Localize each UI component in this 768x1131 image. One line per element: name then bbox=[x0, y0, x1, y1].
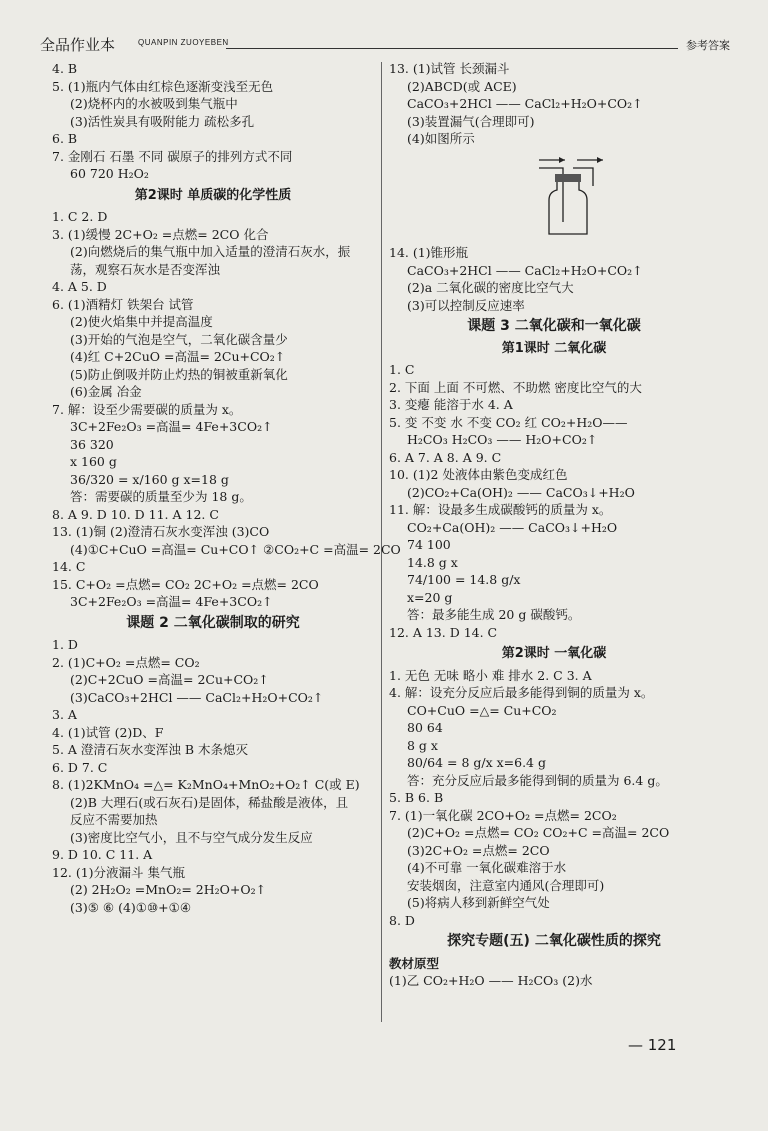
answer-line: 8. A 9. D 10. D 11. A 12. C bbox=[52, 506, 219, 522]
answer-line: (2) 2H₂O₂ =MnO₂= 2H₂O+O₂↑ bbox=[70, 882, 267, 897]
answers-title: 参考答案 bbox=[686, 39, 730, 52]
answer-line: (3)活性炭具有吸附能力 疏松多孔 bbox=[70, 113, 255, 129]
answer-line: (2)ABCD(或 ACE) bbox=[407, 78, 517, 94]
answer-line: 60 720 H₂O₂ bbox=[70, 166, 149, 181]
answer-line: (3)CaCO₃+2HCl —— CaCl₂+H₂O+CO₂↑ bbox=[70, 689, 324, 705]
answer-line: 1. C bbox=[389, 362, 415, 377]
answer-line: 8. (1)2KMnO₄ =△= K₂MnO₄+MnO₂+O₂↑ C(或 E) bbox=[52, 777, 360, 792]
answer-line: 5. (1)瓶内气体由红棕色逐渐变浅至无色 bbox=[52, 78, 274, 94]
answer-line: 80/64 = 8 g/x x=6.4 g bbox=[407, 755, 546, 770]
answer-line: 3C+2Fe₂O₃ =高温= 4Fe+3CO₂↑ bbox=[70, 419, 273, 434]
answer-line: x=20 g bbox=[407, 589, 453, 605]
answer-line: CaCO₃+2HCl —— CaCl₂+H₂O+CO₂↑ bbox=[407, 262, 643, 278]
answer-line: (2)CO₂+Ca(OH)₂ —— CaCO₃↓+H₂O bbox=[407, 484, 635, 500]
answer-line: (4)如图所示 bbox=[407, 131, 475, 146]
answer-line: 3. (1)缓慢 2C+O₂ =点燃= 2CO 化合 bbox=[52, 226, 269, 242]
answer-line: 3. 变瘪 能溶于水 4. A bbox=[389, 397, 513, 412]
header-rule bbox=[226, 48, 678, 49]
answer-line: 36/320 = x/160 g x=18 g bbox=[70, 471, 229, 487]
answer-line: 5. A 澄清石灰水变浑浊 B 木条熄灭 bbox=[52, 742, 249, 757]
answer-line: 6. D 7. C bbox=[52, 759, 108, 775]
answer-line: 8. D bbox=[389, 912, 415, 928]
answer-line: CaCO₃+2HCl —— CaCl₂+H₂O+CO₂↑ bbox=[407, 96, 643, 111]
answer-line: 13. (1)铜 (2)澄清石灰水变浑浊 (3)CO bbox=[52, 524, 270, 539]
right-column bbox=[389, 60, 719, 990]
answer-line: 4. 解：设充分反应后最多能得到铜的质量为 x。 bbox=[389, 685, 654, 700]
answer-line: 74 100 bbox=[407, 537, 451, 552]
answer-line: 6. A 7. A 8. A 9. C bbox=[389, 449, 502, 465]
answer-line: 5. B 6. B bbox=[389, 790, 444, 805]
answer-line: (4)红 C+2CuO =高温= 2Cu+CO₂↑ bbox=[70, 349, 286, 364]
section-heading: 第2课时 一氧化碳 bbox=[501, 646, 607, 661]
answer-line: 6. B bbox=[52, 131, 78, 146]
answer-line: 13. (1)试管 长颈漏斗 bbox=[389, 61, 510, 76]
answer-line: 5. 变 不变 水 不变 CO₂ 红 CO₂+H₂O—— bbox=[389, 414, 628, 430]
answer-line: (3)可以控制反应速率 bbox=[407, 297, 525, 313]
section-heading: 课题 3 二氧化碳和一氧化碳 bbox=[467, 318, 641, 334]
answer-line: 答：最多能生成 20 g 碳酸钙。 bbox=[407, 607, 581, 622]
answer-line: (6)金属 冶金 bbox=[70, 384, 142, 399]
answer-line: 1. 无色 无味 略小 难 排水 2. C 3. A bbox=[389, 667, 592, 683]
section-heading: 课题 2 二氧化碳制取的研究 bbox=[126, 614, 300, 631]
answer-line: 2. (1)C+O₂ =点燃= CO₂ bbox=[52, 654, 200, 670]
answer-line: 安装烟囱，注意室内通风(合理即可) bbox=[407, 877, 605, 893]
answer-line: (4)不可靠 一氧化碳难溶于水 bbox=[407, 860, 567, 875]
answer-line: 4. B bbox=[52, 61, 78, 76]
answer-line: 反应不需要加热 bbox=[70, 812, 158, 827]
answer-line: (3)⑤ ⑥ (4)①⑩+①④ bbox=[70, 899, 192, 915]
answer-line: 14.8 g x bbox=[407, 554, 458, 570]
brand-pinyin: QUANPIN ZUOYEBEN bbox=[138, 38, 229, 47]
answer-line: 6. (1)酒精灯 铁架台 试管 bbox=[52, 296, 194, 312]
subsection-heading: 教材原型 bbox=[389, 955, 440, 971]
answer-line: (3)装置漏气(合理即可) bbox=[407, 113, 535, 129]
answer-line: 12. A 13. D 14. C bbox=[389, 624, 498, 640]
left-column bbox=[52, 60, 401, 916]
answer-line: 8 g x bbox=[407, 737, 438, 753]
answer-line: 2. 下面 上面 不可燃、不助燃 密度比空气的大 bbox=[389, 379, 642, 395]
section-heading: 第1课时 二氧化碳 bbox=[501, 340, 607, 356]
answer-line: 荡，观察石灰水是否变浑浊 bbox=[70, 261, 221, 277]
answer-line: 3C+2Fe₂O₃ =高温= 4Fe+3CO₂↑ bbox=[70, 594, 273, 609]
page-number: — 121 bbox=[628, 1036, 677, 1054]
answer-line: CO₂+Ca(OH)₂ —— CaCO₃↓+H₂O bbox=[407, 519, 618, 535]
answer-line: 3. A bbox=[52, 707, 77, 722]
answer-line: (2)B 大理石(或石灰石)是固体，稀盐酸是液体，且 bbox=[70, 794, 349, 810]
answer-line: (3)密度比空气小，且不与空气成分发生反应 bbox=[70, 829, 313, 845]
answer-line: 答：充分反应后最多能得到铜的质量为 6.4 g。 bbox=[407, 772, 668, 788]
answer-line: (5)将病人移到新鲜空气处 bbox=[407, 895, 550, 910]
answer-line: 36 320 bbox=[70, 436, 114, 452]
answer-line: (3)2C+O₂ =点燃= 2CO bbox=[407, 842, 550, 858]
gas-bottle-diagram bbox=[537, 152, 719, 243]
answer-line: 10. (1)2 处液体由紫色变成红色 bbox=[389, 467, 568, 482]
answer-line: (1)乙 CO₂+H₂O —— H₂CO₃ (2)水 bbox=[389, 973, 593, 988]
answer-line: (5)防止倒吸并防止灼热的铜被重新氧化 bbox=[70, 366, 288, 382]
answer-line: 12. (1)分液漏斗 集气瓶 bbox=[52, 864, 186, 880]
answer-line: 15. C+O₂ =点燃= CO₂ 2C+O₂ =点燃= 2CO bbox=[52, 576, 319, 592]
answer-line: 11. 解：设最多生成碳酸钙的质量为 x。 bbox=[389, 502, 612, 517]
answer-line: 1. C 2. D bbox=[52, 209, 108, 224]
section-heading: 第2课时 单质碳的化学性质 bbox=[134, 187, 292, 203]
answer-line: (3)开始的气泡是空气，二氧化碳含量少 bbox=[70, 331, 288, 347]
answer-line: 14. (1)锥形瓶 bbox=[389, 245, 469, 260]
answer-line: x 160 g bbox=[70, 454, 117, 469]
answer-line: (2)向燃烧后的集气瓶中加入适量的澄清石灰水，振 bbox=[70, 244, 351, 259]
answer-line: 80 64 bbox=[407, 720, 443, 735]
answer-line: CO+CuO =△= Cu+CO₂ bbox=[407, 702, 557, 718]
answer-line: 74/100 = 14.8 g/x bbox=[407, 572, 521, 587]
answer-line: (2)C+2CuO =高温= 2Cu+CO₂↑ bbox=[70, 672, 269, 687]
answer-line: 1. D bbox=[52, 637, 78, 652]
brand-name: 全品作业本 bbox=[40, 36, 116, 54]
answer-line: 14. C bbox=[52, 559, 86, 574]
section-heading: 探究专题(五) 二氧化碳性质的探究 bbox=[447, 933, 661, 949]
answer-line: (2)烧杯内的水被吸到集气瓶中 bbox=[70, 96, 238, 111]
answer-line: H₂CO₃ H₂CO₃ —— H₂O+CO₂↑ bbox=[407, 432, 598, 447]
answer-line: (2)使火焰集中并提高温度 bbox=[70, 314, 213, 329]
answer-line: 4. (1)试管 (2)D、F bbox=[52, 724, 164, 740]
page-header bbox=[40, 34, 730, 56]
answer-line: 9. D 10. C 11. A bbox=[52, 847, 153, 862]
answer-line: 答：需要碳的质量至少为 18 g。 bbox=[70, 489, 252, 504]
answer-line: (4)①C+CuO =高温= Cu+CO↑ ②CO₂+C =高温= 2CO bbox=[70, 541, 401, 557]
answer-line: 4. A 5. D bbox=[52, 279, 107, 294]
answer-line: 7. 金刚石 石墨 不同 碳原子的排列方式不同 bbox=[52, 148, 293, 164]
answer-line: (2)a 二氧化碳的密度比空气大 bbox=[407, 280, 574, 295]
answer-line: (2)C+O₂ =点燃= CO₂ CO₂+C =高温= 2CO bbox=[407, 825, 670, 840]
answer-line: 7. 解：设至少需要碳的质量为 x。 bbox=[52, 401, 242, 417]
answer-line: 7. (1)一氧化碳 2CO+O₂ =点燃= 2CO₂ bbox=[389, 807, 617, 823]
